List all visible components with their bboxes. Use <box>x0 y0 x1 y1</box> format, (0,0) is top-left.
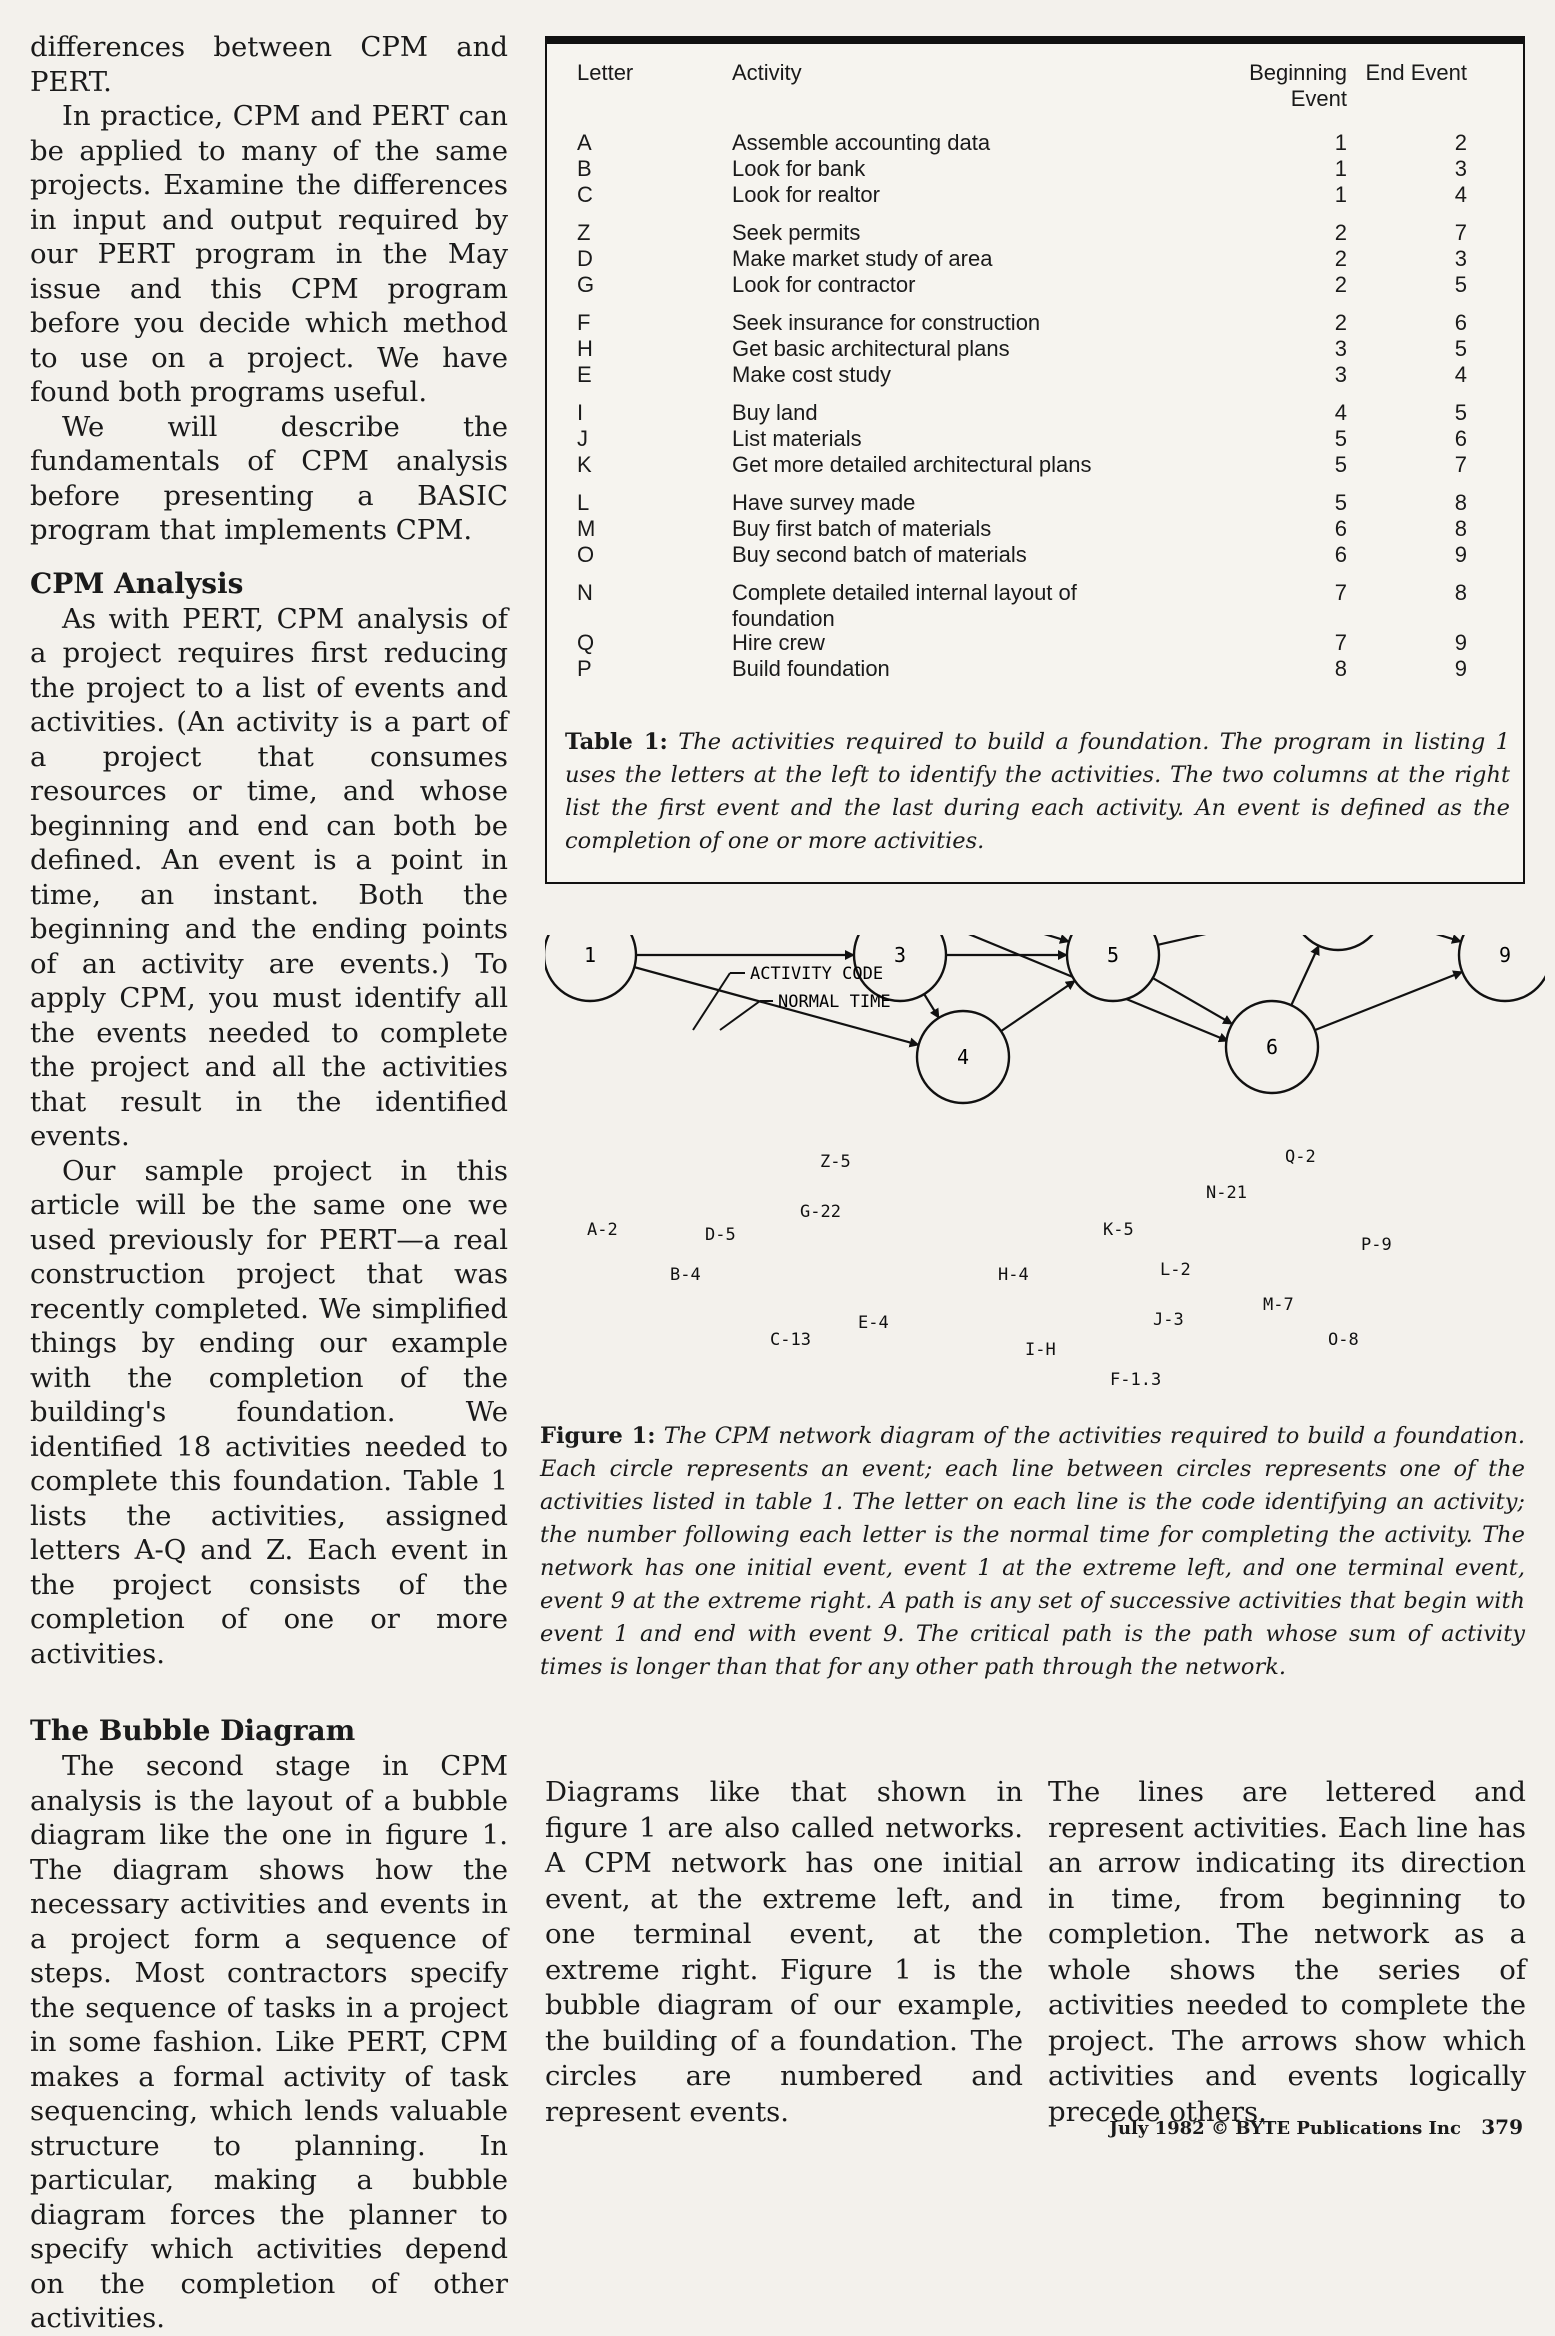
end-event: 6 <box>1454 426 1467 451</box>
beginning-event: 7 <box>1334 630 1347 655</box>
beginning-event: 1 <box>1334 182 1347 207</box>
bubble-diagram-heading: The Bubble Diagram <box>30 1714 356 1747</box>
cpm-analysis-heading: CPM Analysis <box>30 566 244 600</box>
activity-label: E-4 <box>858 1313 889 1333</box>
header-letter: Letter <box>577 60 634 85</box>
activity-label: C-13 <box>770 1330 811 1350</box>
lines-paragraph: The lines are lettered and represent activities. Each line has an arrow indicating its direction in time, from beginning to completion. The network as a whole shows the series of activities needed to complete the project. The arrows show which activities and events logically precede others. <box>1048 1776 1526 2128</box>
activity-label: H-4 <box>998 1265 1029 1285</box>
activity-description: Build foundation <box>732 656 890 681</box>
activity-letter: P <box>577 656 592 681</box>
bottom-middle-column <box>545 1775 1023 2130</box>
beginning-event: 2 <box>1334 310 1347 335</box>
activity-description: Have survey made <box>732 490 916 515</box>
end-event: 7 <box>1454 220 1467 245</box>
figure-caption-text: The CPM network diagram of the activities required to build a foundation. Each circle represents an event; each line between circles represents one of the activities listed in table 1. The letter on each line is the code identifying an activity; the number following each letter is the normal time for completing the activity. The network has one initial event, event 1 at the extreme left, and one terminal event, event 9 at the extreme right. A path is any set of successive activities that begin with event 1 and end with event 9. The critical path is the path whose sum of activity times is longer than that for any other path through the network. <box>540 1423 1525 1680</box>
event-number: 4 <box>956 1045 970 1069</box>
beginning-event: 1 <box>1334 156 1347 181</box>
beginning-event: 3 <box>1334 336 1347 361</box>
activity-letter: D <box>577 246 593 271</box>
header-beginning-event: Beginning Event <box>1249 60 1347 111</box>
activity-label: Q-2 <box>1285 1147 1316 1167</box>
end-event: 9 <box>1454 656 1467 681</box>
activity-letter: F <box>577 310 591 335</box>
activity-description: Hire crew <box>732 630 825 655</box>
beginning-event: 8 <box>1334 656 1347 681</box>
table-caption-text: The activities required to build a foundation. The program in listing 1 uses the letters at the left to identify the activities. The two columns at the right list the first event and the last during each activity. An event is defined as the completion of one or more activities. <box>565 729 1510 854</box>
figure-caption <box>540 1420 1525 1684</box>
beginning-event: 5 <box>1334 490 1347 515</box>
activity-letter: Z <box>577 220 591 245</box>
end-event: 5 <box>1454 400 1467 425</box>
practice-paragraph: In practice, CPM and PERT can be applied to many of the same projects. Examine the differences in input and output required by our PERT program in the May issue and this CPM program before you decide which method to use on a project. We have found both programs useful. <box>30 100 508 408</box>
activity-description: Buy first batch of materials <box>732 516 992 541</box>
activity-label: I-H <box>1025 1340 1056 1360</box>
activity-description: Look for contractor <box>732 272 916 297</box>
page-number: 379 <box>1481 2115 1523 2139</box>
legend-activity-code: ACTIVITY CODE <box>750 964 884 984</box>
activity-label: F-1.3 <box>1110 1370 1162 1390</box>
beginning-event: 4 <box>1334 400 1347 425</box>
activity-arrow <box>786 935 1228 1041</box>
activity-description: Get more detailed architectural plans <box>732 452 1092 477</box>
activity-letter: O <box>577 542 595 567</box>
end-event: 8 <box>1454 516 1467 541</box>
header-activity: Activity <box>732 60 802 85</box>
activity-label: Z-5 <box>820 1152 851 1172</box>
activity-letter: E <box>577 362 592 387</box>
table-top-rule <box>547 38 1523 44</box>
beginning-event: 2 <box>1334 246 1347 271</box>
header-end-event: End Event <box>1365 60 1467 85</box>
activity-description: Buy land <box>732 400 818 425</box>
end-event: 7 <box>1454 452 1467 477</box>
beginning-event: 1 <box>1334 130 1347 155</box>
describe-paragraph: We will describe the fundamentals of CPM analysis before presenting a BASIC program that implements CPM. <box>30 410 508 546</box>
activity-label: K-5 <box>1103 1220 1134 1240</box>
activity-description: List materials <box>732 426 862 451</box>
activity-description: Look for realtor <box>732 182 880 207</box>
end-event: 5 <box>1454 336 1467 361</box>
beginning-event: 6 <box>1334 516 1347 541</box>
bubble-paragraph: The second stage in CPM analysis is the layout of a bubble diagram like the one in figure 1. The diagram shows how the necessary activities and events in a project form a sequence of steps. Most contractors specify the sequence of tasks in a project in some fashion. Like PERT, CPM makes a formal activity of task sequencing, which lends valuable structure to planning. In particular, making a bubble diagram forces the planner to specify which activities depend on the completion of other activities. <box>30 1750 508 2334</box>
activity-letter: I <box>577 400 584 425</box>
activity-letter: N <box>577 580 593 605</box>
activity-label: L-2 <box>1160 1260 1191 1280</box>
figure-caption-label: Figure 1: <box>540 1423 656 1449</box>
end-event: 4 <box>1454 362 1467 387</box>
activity-letter: J <box>577 426 588 451</box>
activity-description: Look for bank <box>732 156 866 181</box>
activity-letter: C <box>577 182 593 207</box>
activity-label: D-5 <box>705 1225 736 1245</box>
activity-arrow <box>1158 935 1293 945</box>
activity-letter: L <box>577 490 590 515</box>
activity-description: Complete detailed internal layout of foundation <box>732 580 1077 631</box>
end-event: 9 <box>1454 630 1467 655</box>
activity-label: O-8 <box>1328 1330 1359 1350</box>
beginning-event: 6 <box>1334 542 1347 567</box>
activity-letter: G <box>577 272 595 297</box>
table-caption-label: Table 1: <box>565 729 668 755</box>
page-footer <box>1109 2115 1523 2139</box>
intro-paragraph: differences between CPM and PERT. <box>30 31 508 98</box>
beginning-event: 7 <box>1334 580 1347 605</box>
event-circle <box>1292 935 1384 950</box>
event-number: 5 <box>1106 943 1120 967</box>
beginning-event: 3 <box>1334 362 1347 387</box>
bottom-right-column <box>1048 1775 1526 2130</box>
activity-label: B-4 <box>670 1265 701 1285</box>
activity-description: Seek permits <box>732 220 861 245</box>
end-event: 6 <box>1454 310 1467 335</box>
beginning-event: 5 <box>1334 452 1347 477</box>
activity-label: P-9 <box>1361 1235 1392 1255</box>
activity-letter: Q <box>577 630 595 655</box>
end-event: 5 <box>1454 272 1467 297</box>
activity-letter: B <box>577 156 592 181</box>
event-number: 9 <box>1498 943 1512 967</box>
activity-arrow <box>924 994 939 1018</box>
end-event: 2 <box>1454 130 1467 155</box>
left-column <box>30 30 508 2336</box>
networks-paragraph: Diagrams like that shown in figure 1 are also called networks. A CPM network has one initial event, at the extreme left, and one terminal event, at the extreme right. Figure 1 is the bubble diagram of our example, the building of a foundation. The circles are numbered and represent events. <box>545 1776 1023 2128</box>
activity-description: Buy second batch of materials <box>732 542 1027 567</box>
end-event: 8 <box>1454 580 1467 605</box>
end-event: 8 <box>1454 490 1467 515</box>
event-number: 1 <box>583 943 597 967</box>
activity-description: Get basic architectural plans <box>732 336 1010 361</box>
activity-label: N-21 <box>1206 1183 1247 1203</box>
sample-paragraph: Our sample project in this article will be the same one we used previously for PERT—a real construction project that was recently completed. We simplified things by ending our example with the completion of the building's foundation. We identified 18 activities needed to complete this foundation. Table 1 lists the activities, assigned letters A-Q and Z. Each event in the project consists of the completion of one or more activities. <box>30 1154 508 1670</box>
activity-arrow <box>1153 978 1232 1024</box>
activity-label: J-3 <box>1153 1310 1184 1330</box>
event-number: 3 <box>893 943 907 967</box>
beginning-event: 2 <box>1334 220 1347 245</box>
cpm-network-diagram <box>545 935 1545 1405</box>
activity-arrow <box>1291 946 1318 1005</box>
end-event: 9 <box>1454 542 1467 567</box>
activity-label: A-2 <box>587 1220 618 1240</box>
table-1-box <box>545 36 1525 884</box>
activity-arrow <box>1315 972 1462 1030</box>
activity-description: Assemble accounting data <box>732 130 991 155</box>
footer-issue: July 1982 © BYTE Publications Inc <box>1109 2118 1461 2139</box>
activity-description: Make cost study <box>732 362 891 387</box>
activity-letter: K <box>577 452 592 477</box>
beginning-event: 5 <box>1334 426 1347 451</box>
activity-arrow <box>1382 935 1461 942</box>
legend-normal-time: NORMAL TIME <box>778 992 891 1012</box>
activity-letter: M <box>577 516 596 541</box>
analysis-paragraph: As with PERT, CPM analysis of a project requires first reducing the project to a list of events and activities. (An activity is a part of a project that consumes resources or time, and whose beginning and end can both be defined. An event is a point in time, an instant. Both the beginning and the ending points of an activity are events.) To apply CPM, you must identify all the events needed to complete the project and all the activities that result in the identified events. <box>30 602 508 1152</box>
activity-arrow <box>1001 981 1075 1031</box>
activity-letter: A <box>577 130 592 155</box>
table-caption <box>565 726 1510 858</box>
activity-label: G-22 <box>800 1202 841 1222</box>
activity-description: Make market study of area <box>732 246 993 271</box>
network-svg <box>545 935 1545 1405</box>
activity-letter: H <box>577 336 593 361</box>
end-event: 4 <box>1454 182 1467 207</box>
event-number: 6 <box>1265 1035 1279 1059</box>
beginning-event: 2 <box>1334 272 1347 297</box>
end-event: 3 <box>1454 156 1467 181</box>
activity-label: M-7 <box>1263 1295 1294 1315</box>
end-event: 3 <box>1454 246 1467 271</box>
activity-description: Seek insurance for construction <box>732 310 1041 335</box>
